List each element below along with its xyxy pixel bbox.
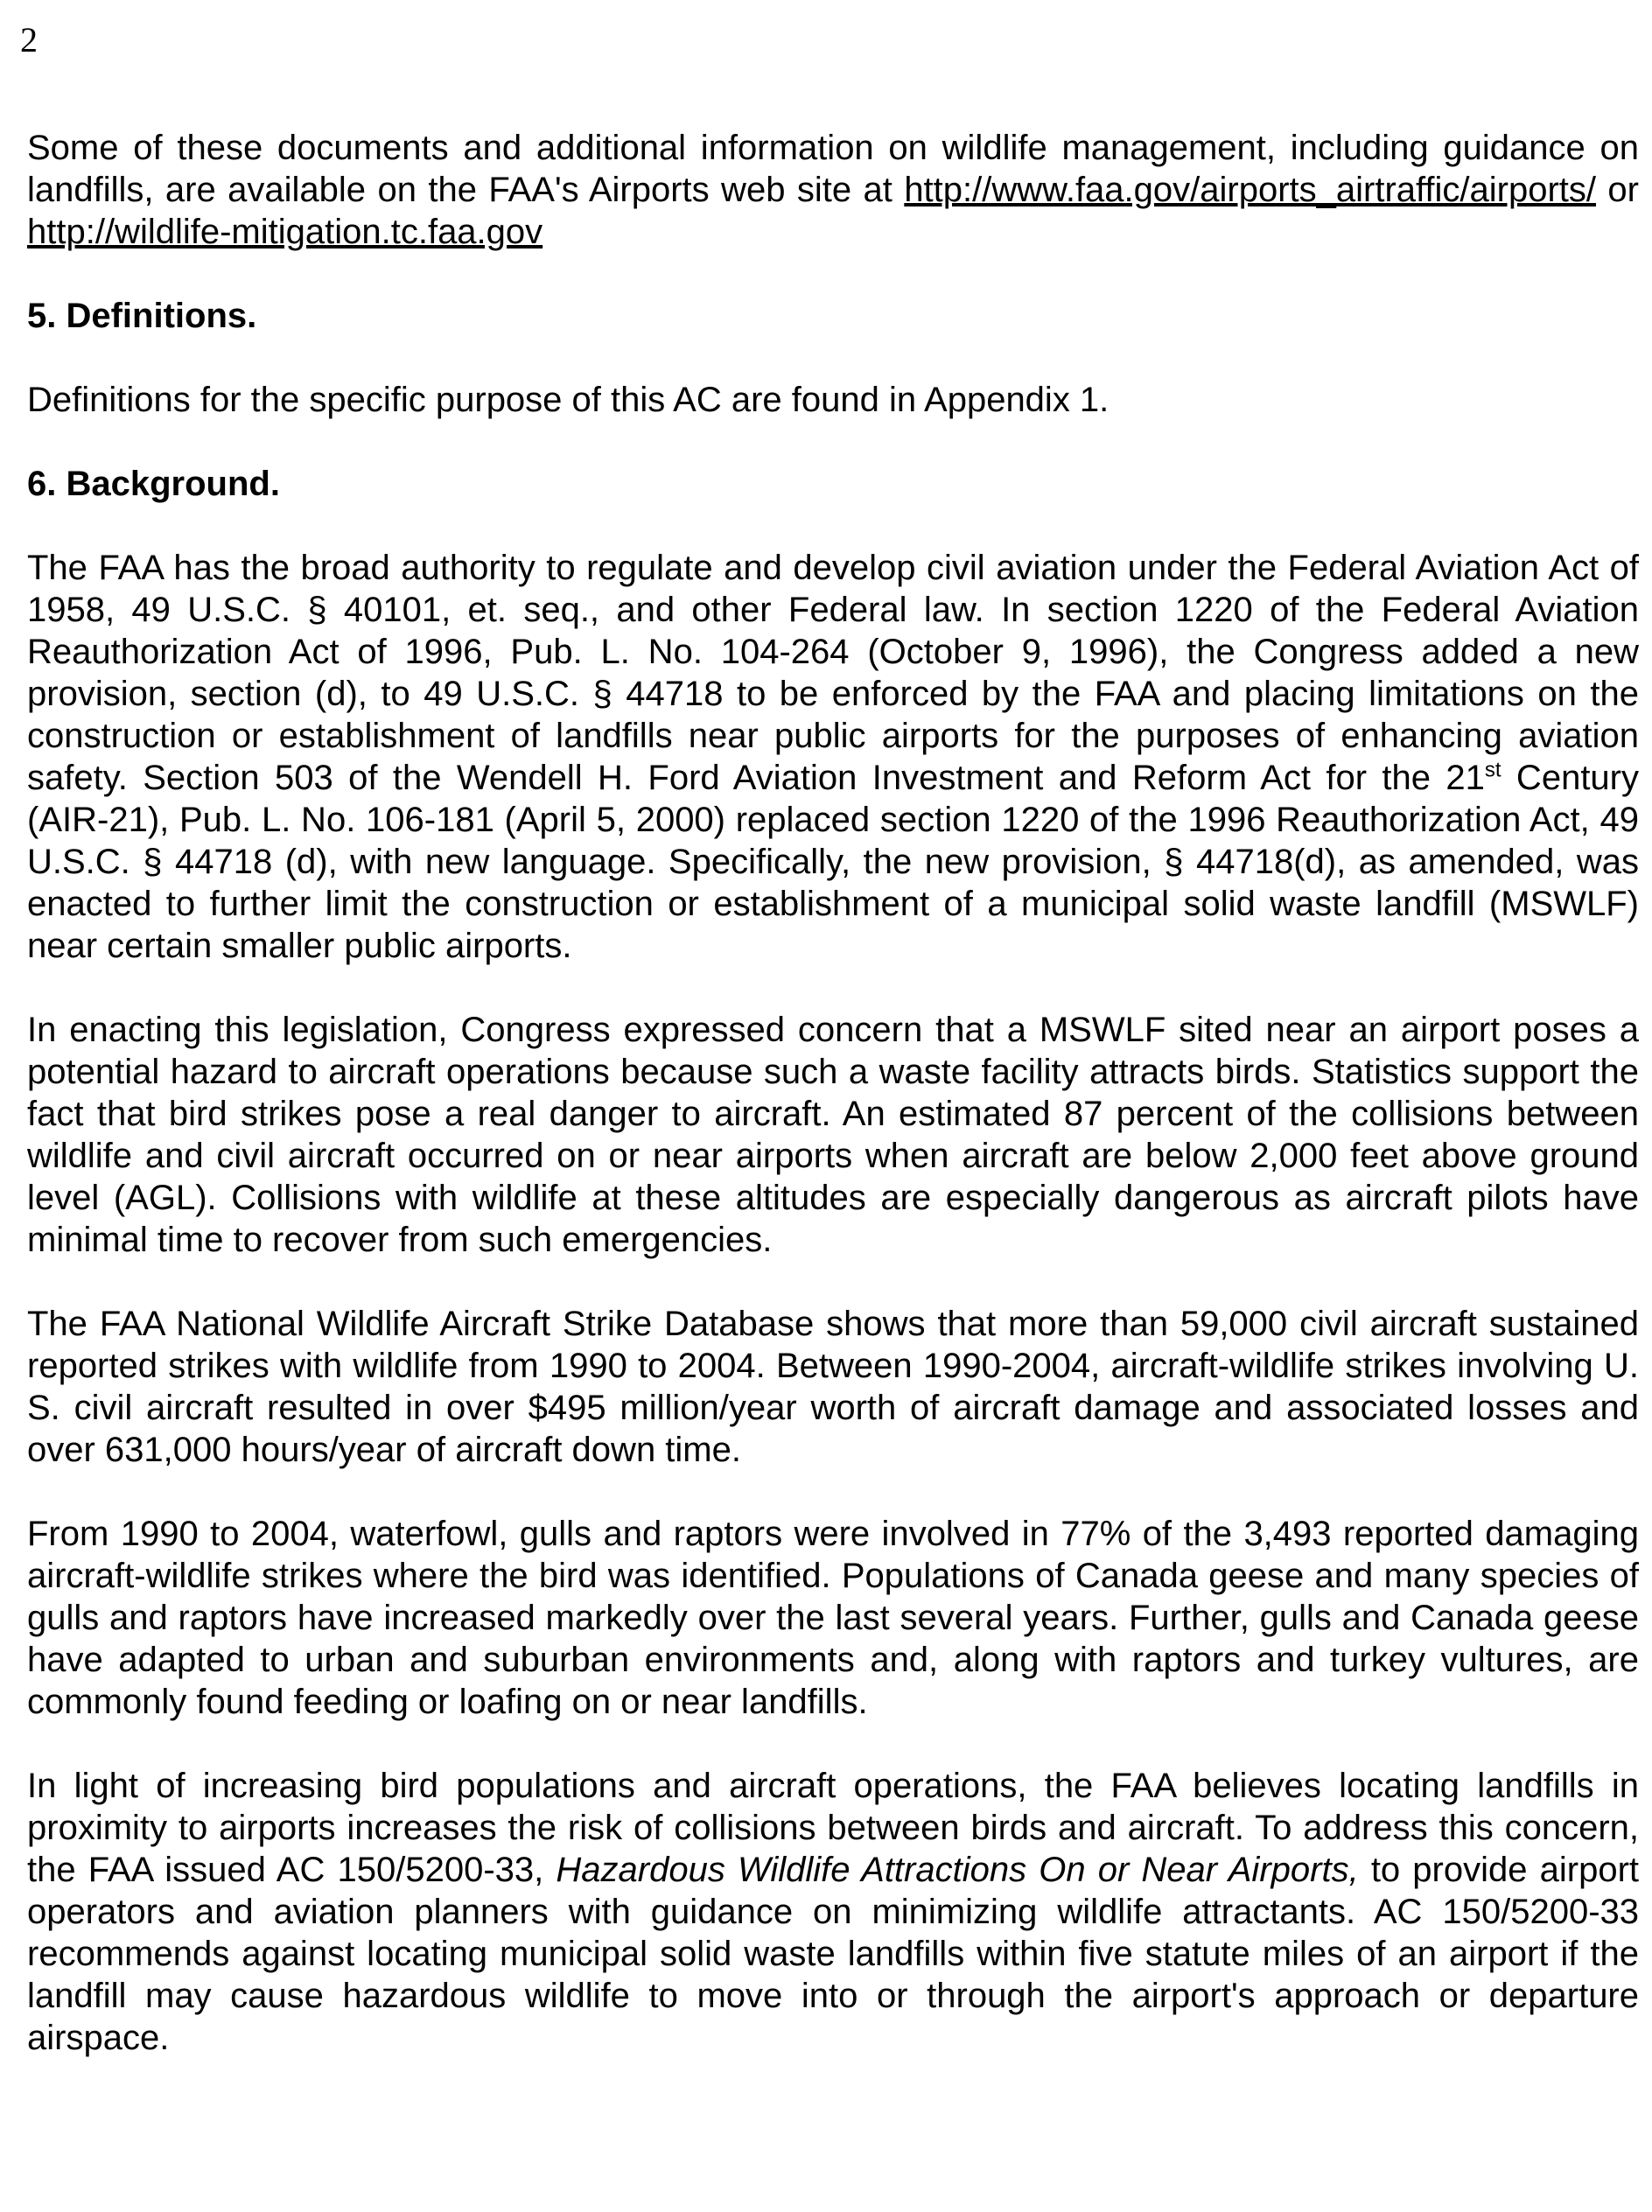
background-paragraph-5 [27, 1765, 1639, 2059]
background-paragraph-3: The FAA National Wildlife Aircraft Strike Database shows that more than 59,000 civil aircraft sustained reported strikes with wildlife from 1990 to 2004. Between 1990-2004, aircraft-wildlife strikes involving U. S. civil aircraft resulted in over $495 million/year worth of aircraft damage and associated losses and over 631,000 hours/year of aircraft down time. [27, 1305, 1639, 1469]
background-p5-text-b: to provide airport operators and aviation planners with guidance on minimizing wildlife attractants. AC 150/5200-33 recommends against locating municipal solid waste landfills within five statute miles of an airport if the landfill may cause hazardous wildlife to move into or through the airport's approach or departure airspace. [27, 1851, 1640, 2057]
intro-text: Some of these documents and additional information on wildlife management, including guidance on landfills, are available on the FAA's Airports web site at [27, 129, 1639, 209]
background-p5-text-a: In light of increasing bird populations and aircraft operations, the FAA believes locating landfills in proximity to airports increases the risk of collisions between birds and aircraft. To address this concern, the FAA issued AC 150/5200-33, [27, 1767, 1639, 1889]
background-paragraph-4: From 1990 to 2004, waterfowl, gulls and raptors were involved in 77% of the 3,493 reported damaging aircraft-wildlife strikes where the bird was identified. Populations of Canada geese and many species of gulls and raptors have increased markedly over the last several years. Further, gulls and Canada geese have adapted to urban and suburban environments and, along with raptors and turkey vultures, are commonly found feeding or loafing on or near landfills. [27, 1515, 1639, 1721]
intro-paragraph [27, 127, 1639, 253]
background-paragraph-1 [27, 547, 1639, 967]
ordinal-suffix: st [1484, 758, 1502, 782]
background-p1-text-a: The FAA has the broad authority to regulate and develop civil aviation under the Federal Aviation Act of 1958, 49 U.S.C. § 40101, et. seq., and other Federal law. In section 1220 of the Federal Aviation Reauthorization Act of 1996, Pub. L. No. 104-264 (October 9, 1996), the Congress added a new provision, section (d), to 49 U.S.C. § 44718 to be enforced by the FAA and placing limitations on the construction or establishment of landfills near public airports for the purposes of enhancing aviation safety. Section 503 of the Wendell H. Ford Aviation Investment and Reform Act for the 21 [27, 549, 1639, 797]
document-body [27, 127, 1639, 2059]
background-p1-text-b: Century (AIR-21), Pub. L. No. 106-181 (April 5, 2000) replaced section 1220 of the 1996 Reauthorization Act, 49 U.S.C. § 44718 (d), with new language. Specifically, the new provision, § 44718(d), as amended, was enacted to further limit the construction or establishment of a municipal solid waste landfill (MSWLF) near certain smaller public airports. [27, 759, 1639, 965]
intro-connector: or [1596, 171, 1639, 209]
section-5-body: Definitions for the specific purpose of this AC are found in Appendix 1. [27, 381, 1110, 419]
section-5-heading: 5. Definitions. [27, 297, 257, 335]
background-paragraph-2: In enacting this legislation, Congress expressed concern that a MSWLF sited near an airport poses a potential hazard to aircraft operations because such a waste facility attracts birds. Statistics support the fact that bird strikes pose a real danger to aircraft. An estimated 87 percent of the collisions between wildlife and civil aircraft occurred on or near airports when aircraft are below 2,000 feet above ground level (AGL). Collisions with wildlife at these altitudes are especially dangerous as aircraft pilots have minimal time to recover from such emergencies. [27, 1011, 1639, 1259]
faa-airports-link[interactable]: http://www.faa.gov/airports_airtraffic/airports/ [904, 171, 1597, 209]
ac-title: Hazardous Wildlife Attractions On or Near Airports, [556, 1851, 1359, 1889]
page-number: 2 [20, 20, 38, 60]
section-6-heading: 6. Background. [27, 465, 280, 503]
wildlife-mitigation-link[interactable]: http://wildlife-mitigation.tc.faa.gov [27, 213, 543, 251]
